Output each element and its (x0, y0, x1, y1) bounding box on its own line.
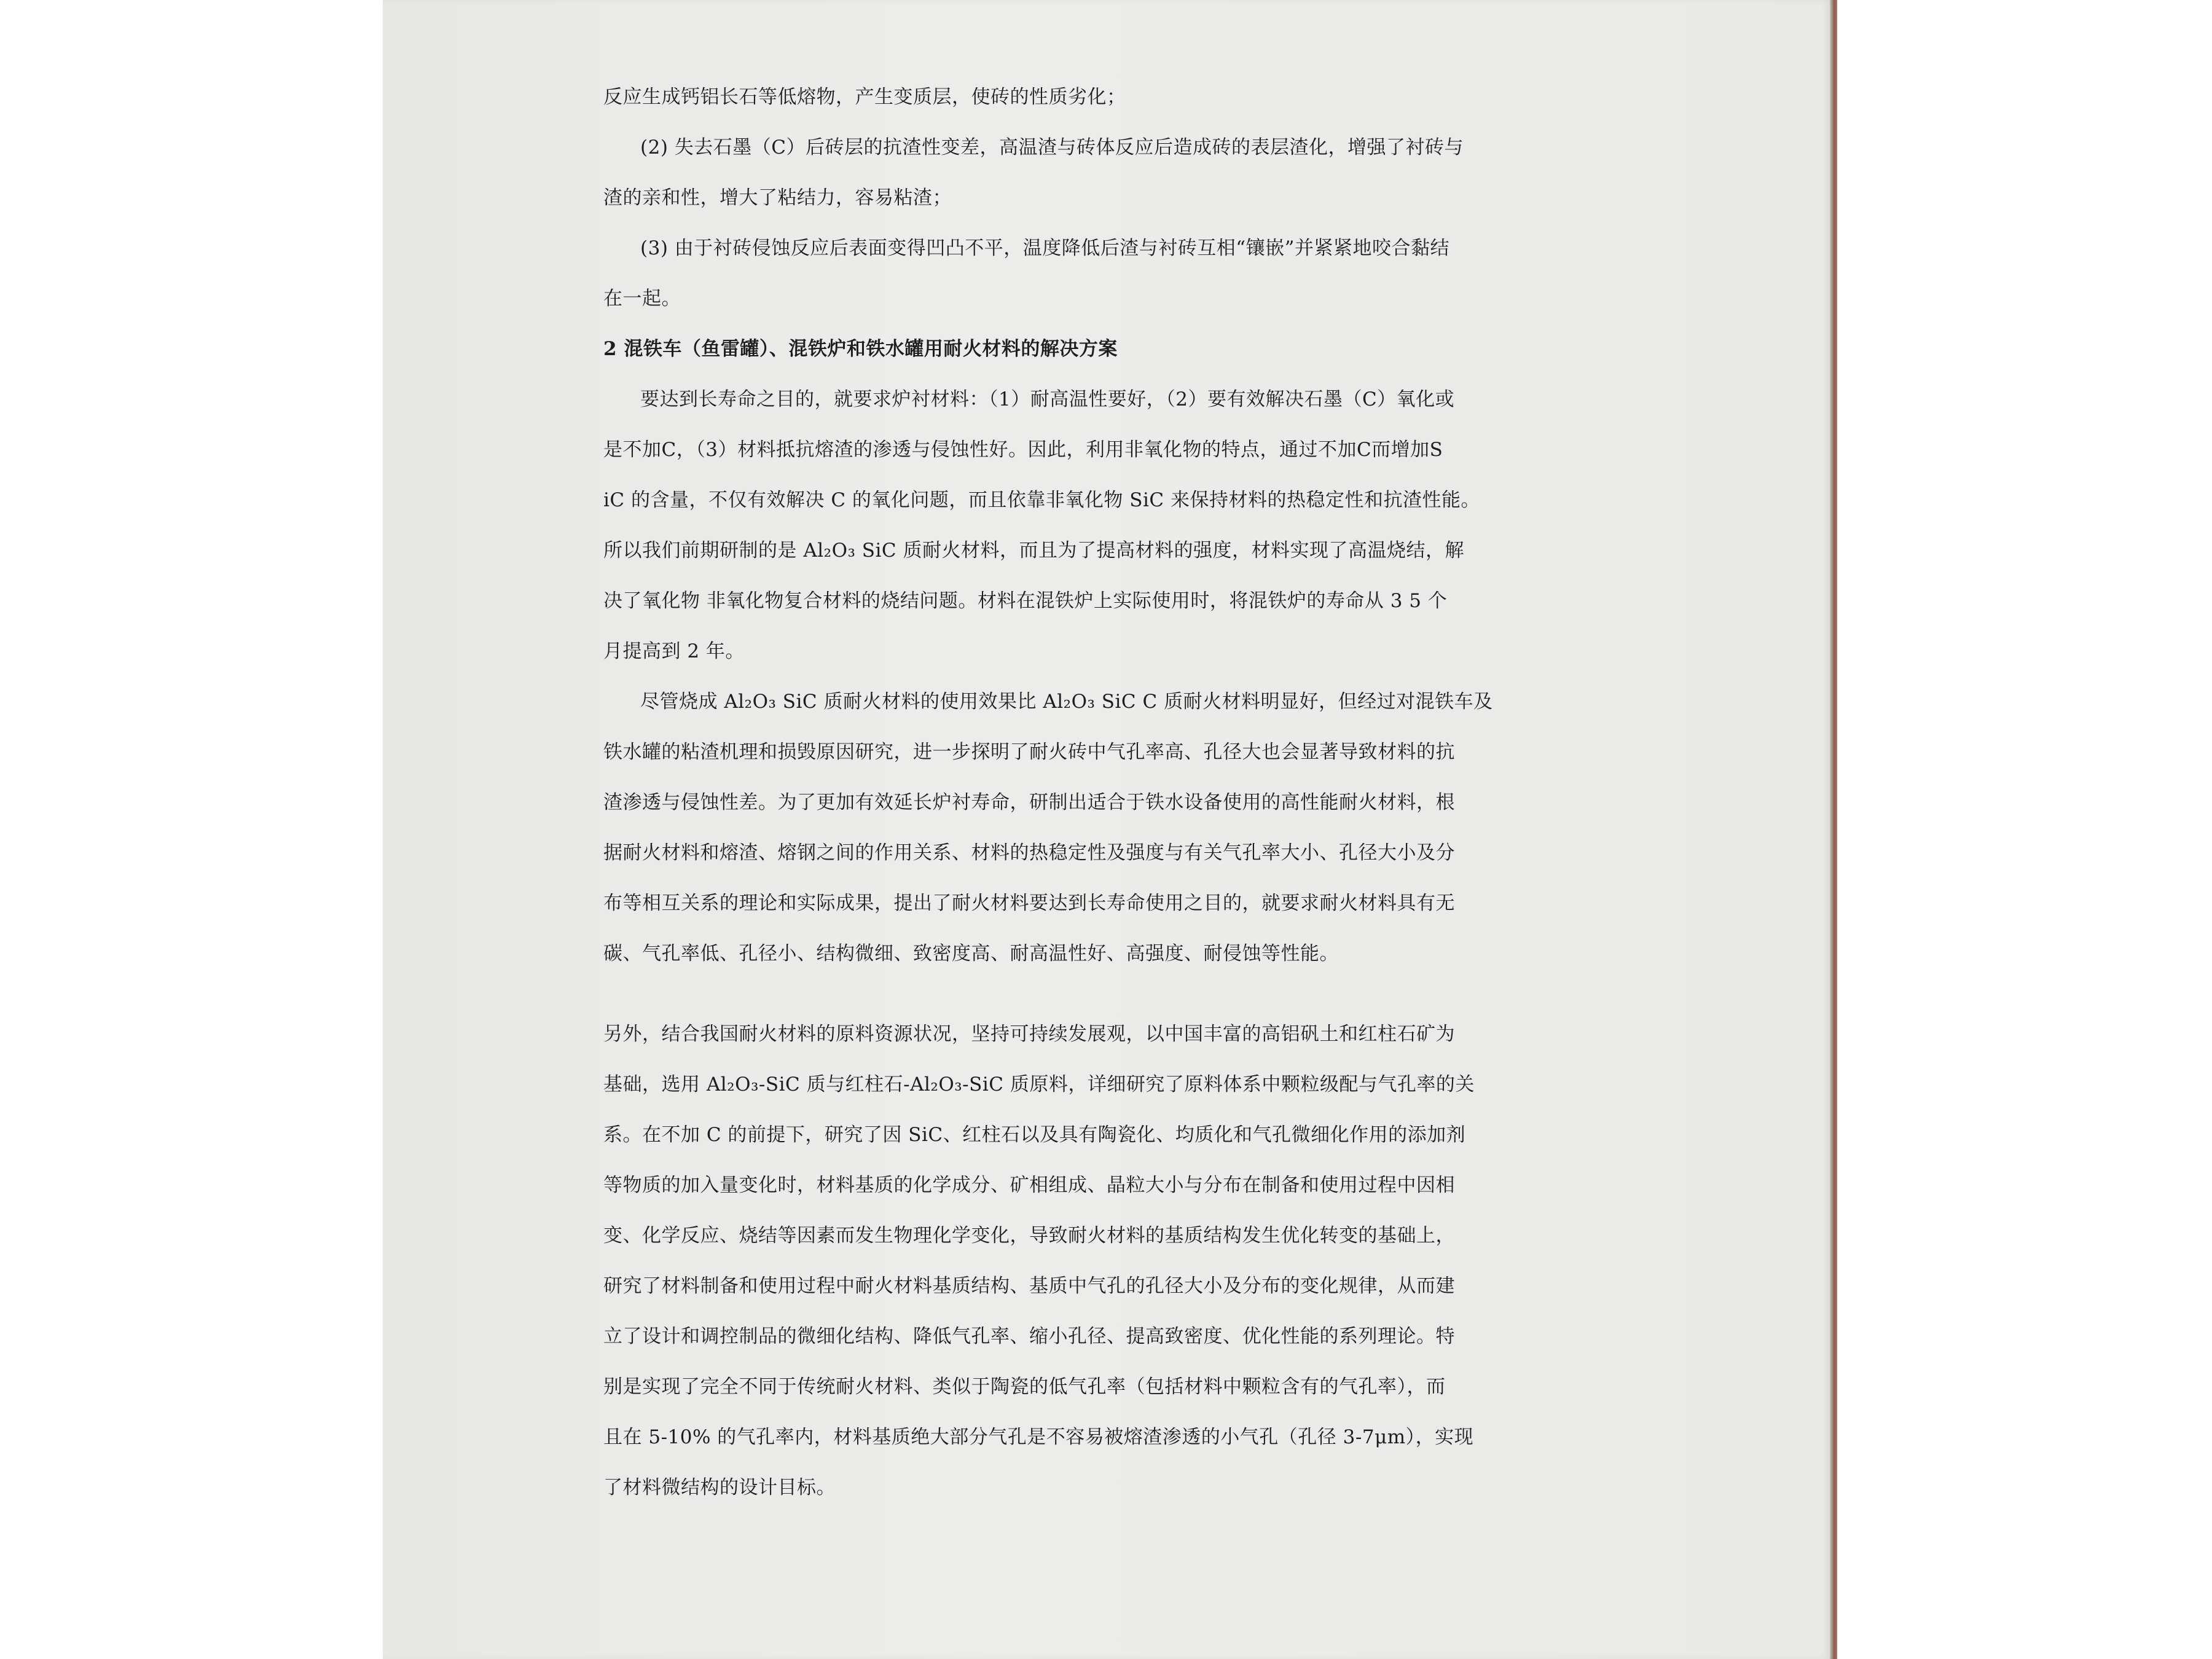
text-line: 铁水罐的粘渣机理和损毁原因研究，进一步探明了耐火砖中气孔率高、孔径大也会显著导致材料的抗 (603, 741, 1455, 763)
text-line: 等物质的加入量变化时，材料基质的化学成分、矿相组成、晶粒大小与分布在制备和使用过程中因相 (603, 1174, 1455, 1196)
text-line: 要达到长寿命之目的，就要求炉衬材料：（1）耐高温性要好，（2）要有效解决石墨（C）氧化或 (640, 388, 1455, 410)
text-line: 在一起。 (603, 288, 681, 310)
text-line: 月提高到 2 年。 (603, 640, 745, 662)
text-line: 尽管烧成 Al₂O₃ SiC 质耐火材料的使用效果比 Al₂O₃ SiC C 质耐火材料明显好，但经过对混铁车及 (640, 691, 1493, 713)
text-line: 基础，选用 Al₂O₃-SiC 质与红柱石-Al₂O₃-SiC 质原料，详细研究了原料体系中颗粒级配与气孔率的关 (603, 1073, 1475, 1096)
text-line: 渣的亲和性，增大了粘结力，容易粘渣； (603, 187, 952, 209)
text-line: 是不加C，（3）材料抵抗熔渣的渗透与侵蚀性好。因此，利用非氧化物的特点，通过不加C而增加S (603, 439, 1443, 461)
text-line: 别是实现了完全不同于传统耐火材料、类似于陶瓷的低气孔率（包括材料中颗粒含有的气孔率），而 (603, 1376, 1446, 1398)
text-line: 变、化学反应、烧结等因素而发生物理化学变化，导致耐火材料的基质结构发生优化转变的基础上， (603, 1225, 1455, 1247)
text-line: (2) 失去石墨（C）后砖层的抗渣性变差，高温渣与砖体反应后造成砖的表层渣化，增强了衬砖与 (640, 136, 1464, 159)
paper-edge (1830, 0, 1837, 1659)
text-line: 决了氧化物 非氧化物复合材料的烧结问题。材料在混铁炉上实际使用时，将混铁炉的寿命从 3 5 个 (603, 590, 1448, 612)
text-line: 据耐火材料和熔渣、熔钢之间的作用关系、材料的热稳定性及强度与有关气孔率大小、孔径大小及分 (603, 842, 1455, 864)
text-line: 系。在不加 C 的前提下，研究了因 SiC、红柱石以及具有陶瓷化、均质化和气孔微细化作用的添加剂 (603, 1124, 1466, 1146)
text-line: 且在 5-10% 的气孔率内，材料基质绝大部分气孔是不容易被熔渣渗透的小气孔（孔径 3-7μm），实现 (603, 1426, 1474, 1448)
text-line: 布等相互关系的理论和实际成果，提出了耐火材料要达到长寿命使用之目的，就要求耐火材料具有无 (603, 892, 1455, 914)
text-line: 所以我们前期研制的是 Al₂O₃ SiC 质耐火材料，而且为了提高材料的强度，材料实现了高温烧结，解 (603, 539, 1464, 562)
text-line: (3) 由于衬砖侵蚀反应后表面变得凹凸不平，温度降低后渣与衬砖互相“镶嵌”并紧紧地咬合黏结 (640, 237, 1449, 259)
text-line: 碳、气孔率低、孔径小、结构微细、致密度高、耐高温性好、高强度、耐侵蚀等性能。 (603, 943, 1339, 965)
section-heading: 2 混铁车（鱼雷罐）、混铁炉和铁水罐用耐火材料的解决方案 (603, 338, 1118, 360)
text-line: 渣渗透与侵蚀性差。为了更加有效延长炉衬寿命，研制出适合于铁水设备使用的高性能耐火材料，根 (603, 791, 1455, 814)
text-line: 另外，结合我国耐火材料的原料资源状况，坚持可持续发展观，以中国丰富的高铝矾土和红柱石矿为 (603, 1023, 1455, 1045)
text-line: 了材料微结构的设计目标。 (603, 1477, 836, 1499)
text-line: iC 的含量，不仅有效解决 C 的氧化问题，而且依靠非氧化物 SiC 来保持材料的热稳定性和抗渣性能。 (603, 489, 1480, 511)
text-line: 反应生成钙铝长石等低熔物，产生变质层，使砖的性质劣化； (603, 86, 1126, 108)
text-line: 立了设计和调控制品的微细化结构、降低气孔率、缩小孔径、提高致密度、优化性能的系列理论。特 (603, 1325, 1455, 1347)
text-line: 研究了材料制备和使用过程中耐火材料基质结构、基质中气孔的孔径大小及分布的变化规律，从而建 (603, 1275, 1455, 1297)
